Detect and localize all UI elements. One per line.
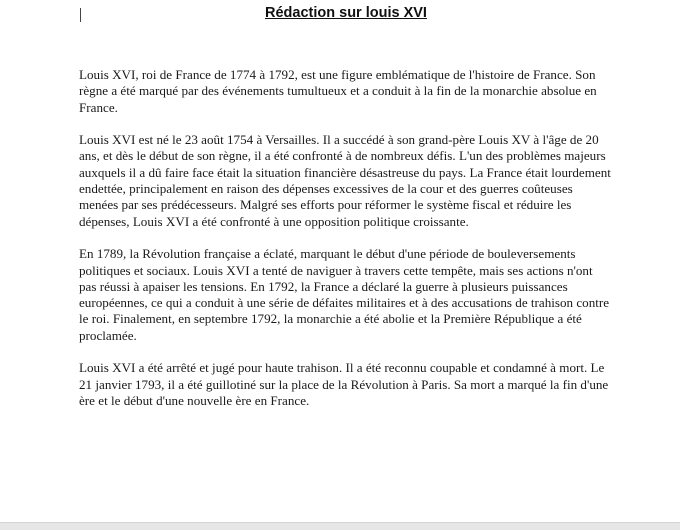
document-body[interactable] xyxy=(79,67,611,426)
paragraph-2[interactable]: Louis XVI est né le 23 août 1754 à Versailles. Il a succédé à son grand-père Louis XV à l'âge de 20 ans, et dès le début de son règne, il a été confronté à de nombreux défis. L'un des problèmes majeurs auxquels il a dû faire face était la situation financière désastreuse du pays. La France était lourdement endettée, principalement en raison des dépenses excessives de la cour et des guerres coûteuses menées par ses prédécesseurs. Malgré ses efforts pour réformer le système fiscal et réduire les dépenses, Louis XVI a été confronté à une opposition politique croissante. xyxy=(79,132,611,229)
paragraph-4[interactable]: Louis XVI a été arrêté et jugé pour haute trahison. Il a été reconnu coupable et condamné à mort. Le 21 janvier 1793, il a été guillotiné sur la place de la Révolution à Paris. Sa mort a marqué la fin d'une ère et le début d'une nouvelle ère en France. xyxy=(79,360,609,408)
paragraph-1[interactable]: Louis XVI, roi de France de 1774 à 1792, est une figure emblématique de l'histoire de France. Son règne a été marqué par des événements tumultueux et a conduit à la fin de la monarchie absolue en France. xyxy=(79,67,597,115)
paragraph-3[interactable]: En 1789, la Révolution française a éclaté, marquant le début d'une période de bouleversements politiques et sociaux. Louis XVI a tenté de naviguer à travers cette tempête, mais ses actions n'ont pas réussi à apaiser les tensions. En 1792, la France a déclaré la guerre à plusieurs puissances européennes, ce qui a conduit à une série de défaites militaires et à des accusations de trahison contre le roi. Finalement, en septembre 1792, la monarchie a été abolie et la Première République a été proclamée. xyxy=(79,246,610,343)
document-title[interactable]: Rédaction sur louis XVI xyxy=(265,5,427,21)
